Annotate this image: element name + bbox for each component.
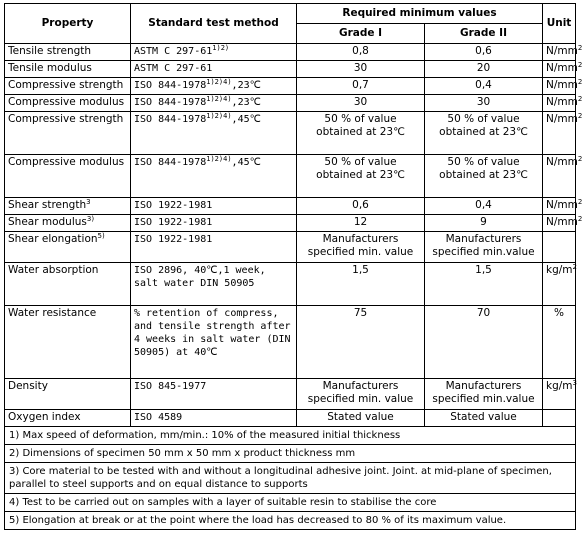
grade-2-cell: Stated value: [425, 410, 543, 427]
property-cell: Tensile modulus: [5, 61, 131, 78]
unit-cell: $N/mm^2$: [543, 61, 576, 78]
grade-2-cell: 30: [425, 95, 543, 112]
footnote: 2) Dimensions of specimen 50 mm x 50 mm x product thickness mm: [5, 445, 576, 463]
grade-1-cell: 12: [297, 215, 425, 232]
grade-2-cell: 20: [425, 61, 543, 78]
unit-cell: $N/mm^2$: [543, 198, 576, 215]
header-grade-1: Grade I: [297, 24, 425, 44]
footnote-row: [5, 494, 576, 512]
unit-cell: $kg/m^3$: [543, 379, 576, 410]
footnote: 5) Elongation at break or at the point where the load has decreased to 80 % of its maximum value.: [5, 512, 576, 530]
header-unit: Unit: [543, 4, 576, 44]
footnote: 4) Test to be carried out on samples with a layer of suitable resin to stabilise the core: [5, 494, 576, 512]
grade-2-cell: 50 % of value obtained at 23℃: [425, 112, 543, 155]
method-cell: ISO 1922-1981: [131, 198, 297, 215]
unit-cell: $N/mm^2$: [543, 215, 576, 232]
property-cell: Density: [5, 379, 131, 410]
table-row: [5, 78, 576, 95]
table-row: [5, 410, 576, 427]
grade-2-cell: 0,4: [425, 198, 543, 215]
footnote: 1) Max speed of deformation, mm/min.: 10% of the measured initial thickness: [5, 427, 576, 445]
header-method: Standard test method: [131, 4, 297, 44]
grade-2-cell: 50 % of value obtained at 23℃: [425, 155, 543, 198]
property-cell: Tensile strength: [5, 44, 131, 61]
grade-2-cell: 0,6: [425, 44, 543, 61]
property-cell: Compressive strength: [5, 78, 131, 95]
unit-cell: $N/mm^2$: [543, 78, 576, 95]
table-row: [5, 112, 576, 155]
grade-2-cell: Manufacturers specified min.value: [425, 232, 543, 263]
property-cell: Compressive modulus: [5, 155, 131, 198]
property-cell: Water resistance: [5, 306, 131, 379]
properties-table: [4, 3, 582, 530]
unit-cell: %: [543, 306, 576, 379]
method-cell: ISO 4589: [131, 410, 297, 427]
table-row: [5, 215, 576, 232]
grade-1-cell: 50 % of value obtained at 23℃: [297, 155, 425, 198]
unit-cell: [543, 232, 576, 263]
table-row: [5, 379, 576, 410]
footnote-row: [5, 427, 576, 445]
footnote-row: [5, 463, 576, 494]
unit-cell: $N/mm^2$: [543, 112, 576, 155]
unit-cell: [543, 410, 576, 427]
grade-1-cell: 50 % of value obtained at 23℃: [297, 112, 425, 155]
table-row: [5, 198, 576, 215]
property-cell: Compressive strength: [5, 112, 131, 155]
footnote-row: [5, 445, 576, 463]
grade-1-cell: 1,5: [297, 263, 425, 306]
method-cell: ISO $844-1978^{1)2)4)},23℃$: [131, 95, 297, 112]
grade-2-cell: 1,5: [425, 263, 543, 306]
method-cell: ISO 845-1977: [131, 379, 297, 410]
method-cell: ISO $844-1978^{1)2)4)},45℃$: [131, 112, 297, 155]
grade-1-cell: 30: [297, 95, 425, 112]
grade-1-cell: 0,7: [297, 78, 425, 95]
grade-2-cell: 9: [425, 215, 543, 232]
grade-1-cell: 30: [297, 61, 425, 78]
method-cell: ISO 2896, 40℃,1 week, salt water DIN 50905: [131, 263, 297, 306]
property-cell: Shear modulus$^{3)}$: [5, 215, 131, 232]
property-cell: Water absorption: [5, 263, 131, 306]
table-row: [5, 95, 576, 112]
method-cell: ISO $844-1978^{1)2)4)},45℃$: [131, 155, 297, 198]
method-cell: ASTM C $297-61^{1)2)}$: [131, 44, 297, 61]
grade-1-cell: 0,8: [297, 44, 425, 61]
header-required: Required minimum values: [297, 4, 543, 24]
table-row: [5, 155, 576, 198]
property-cell: Compressive modulus: [5, 95, 131, 112]
table-row: [5, 263, 576, 306]
header-grade-2: Grade II: [425, 24, 543, 44]
table-row: [5, 44, 576, 61]
method-cell: ISO 1922-1981: [131, 215, 297, 232]
grade-1-cell: Manufacturers specified min. value: [297, 232, 425, 263]
unit-cell: $N/mm^2$: [543, 155, 576, 198]
footnote-row: [5, 512, 576, 530]
property-cell: Shear elongation$^{5)}$: [5, 232, 131, 263]
properties-sheet: [4, 3, 582, 530]
grade-2-cell: Manufacturers specified min.value: [425, 379, 543, 410]
table-row: [5, 306, 576, 379]
grade-1-cell: Stated value: [297, 410, 425, 427]
method-cell: ISO 1922-1981: [131, 232, 297, 263]
footnote: 3) Core material to be tested with and without a longitudinal adhesive joint. Joint. at mid-plane of specimen, parallel to steel supports and on equal distance to supports: [5, 463, 576, 494]
unit-cell: $N/mm^2$: [543, 44, 576, 61]
table-row: [5, 61, 576, 78]
unit-cell: $kg/m^2$: [543, 263, 576, 306]
grade-2-cell: 70: [425, 306, 543, 379]
grade-1-cell: 75: [297, 306, 425, 379]
header-property: Property: [5, 4, 131, 44]
method-cell: ISO $844-1978^{1)2)4)},23℃$: [131, 78, 297, 95]
property-cell: Shear strength$^3$: [5, 198, 131, 215]
property-cell: Oxygen index: [5, 410, 131, 427]
table-row: [5, 232, 576, 263]
method-cell: % retention of compress, and tensile strength after 4 weeks in salt water (DIN 50905) at 40℃: [131, 306, 297, 379]
method-cell: ASTM C 297-61: [131, 61, 297, 78]
grade-1-cell: 0,6: [297, 198, 425, 215]
grade-2-cell: 0,4: [425, 78, 543, 95]
unit-cell: $N/mm^2$: [543, 95, 576, 112]
grade-1-cell: Manufacturers specified min. value: [297, 379, 425, 410]
